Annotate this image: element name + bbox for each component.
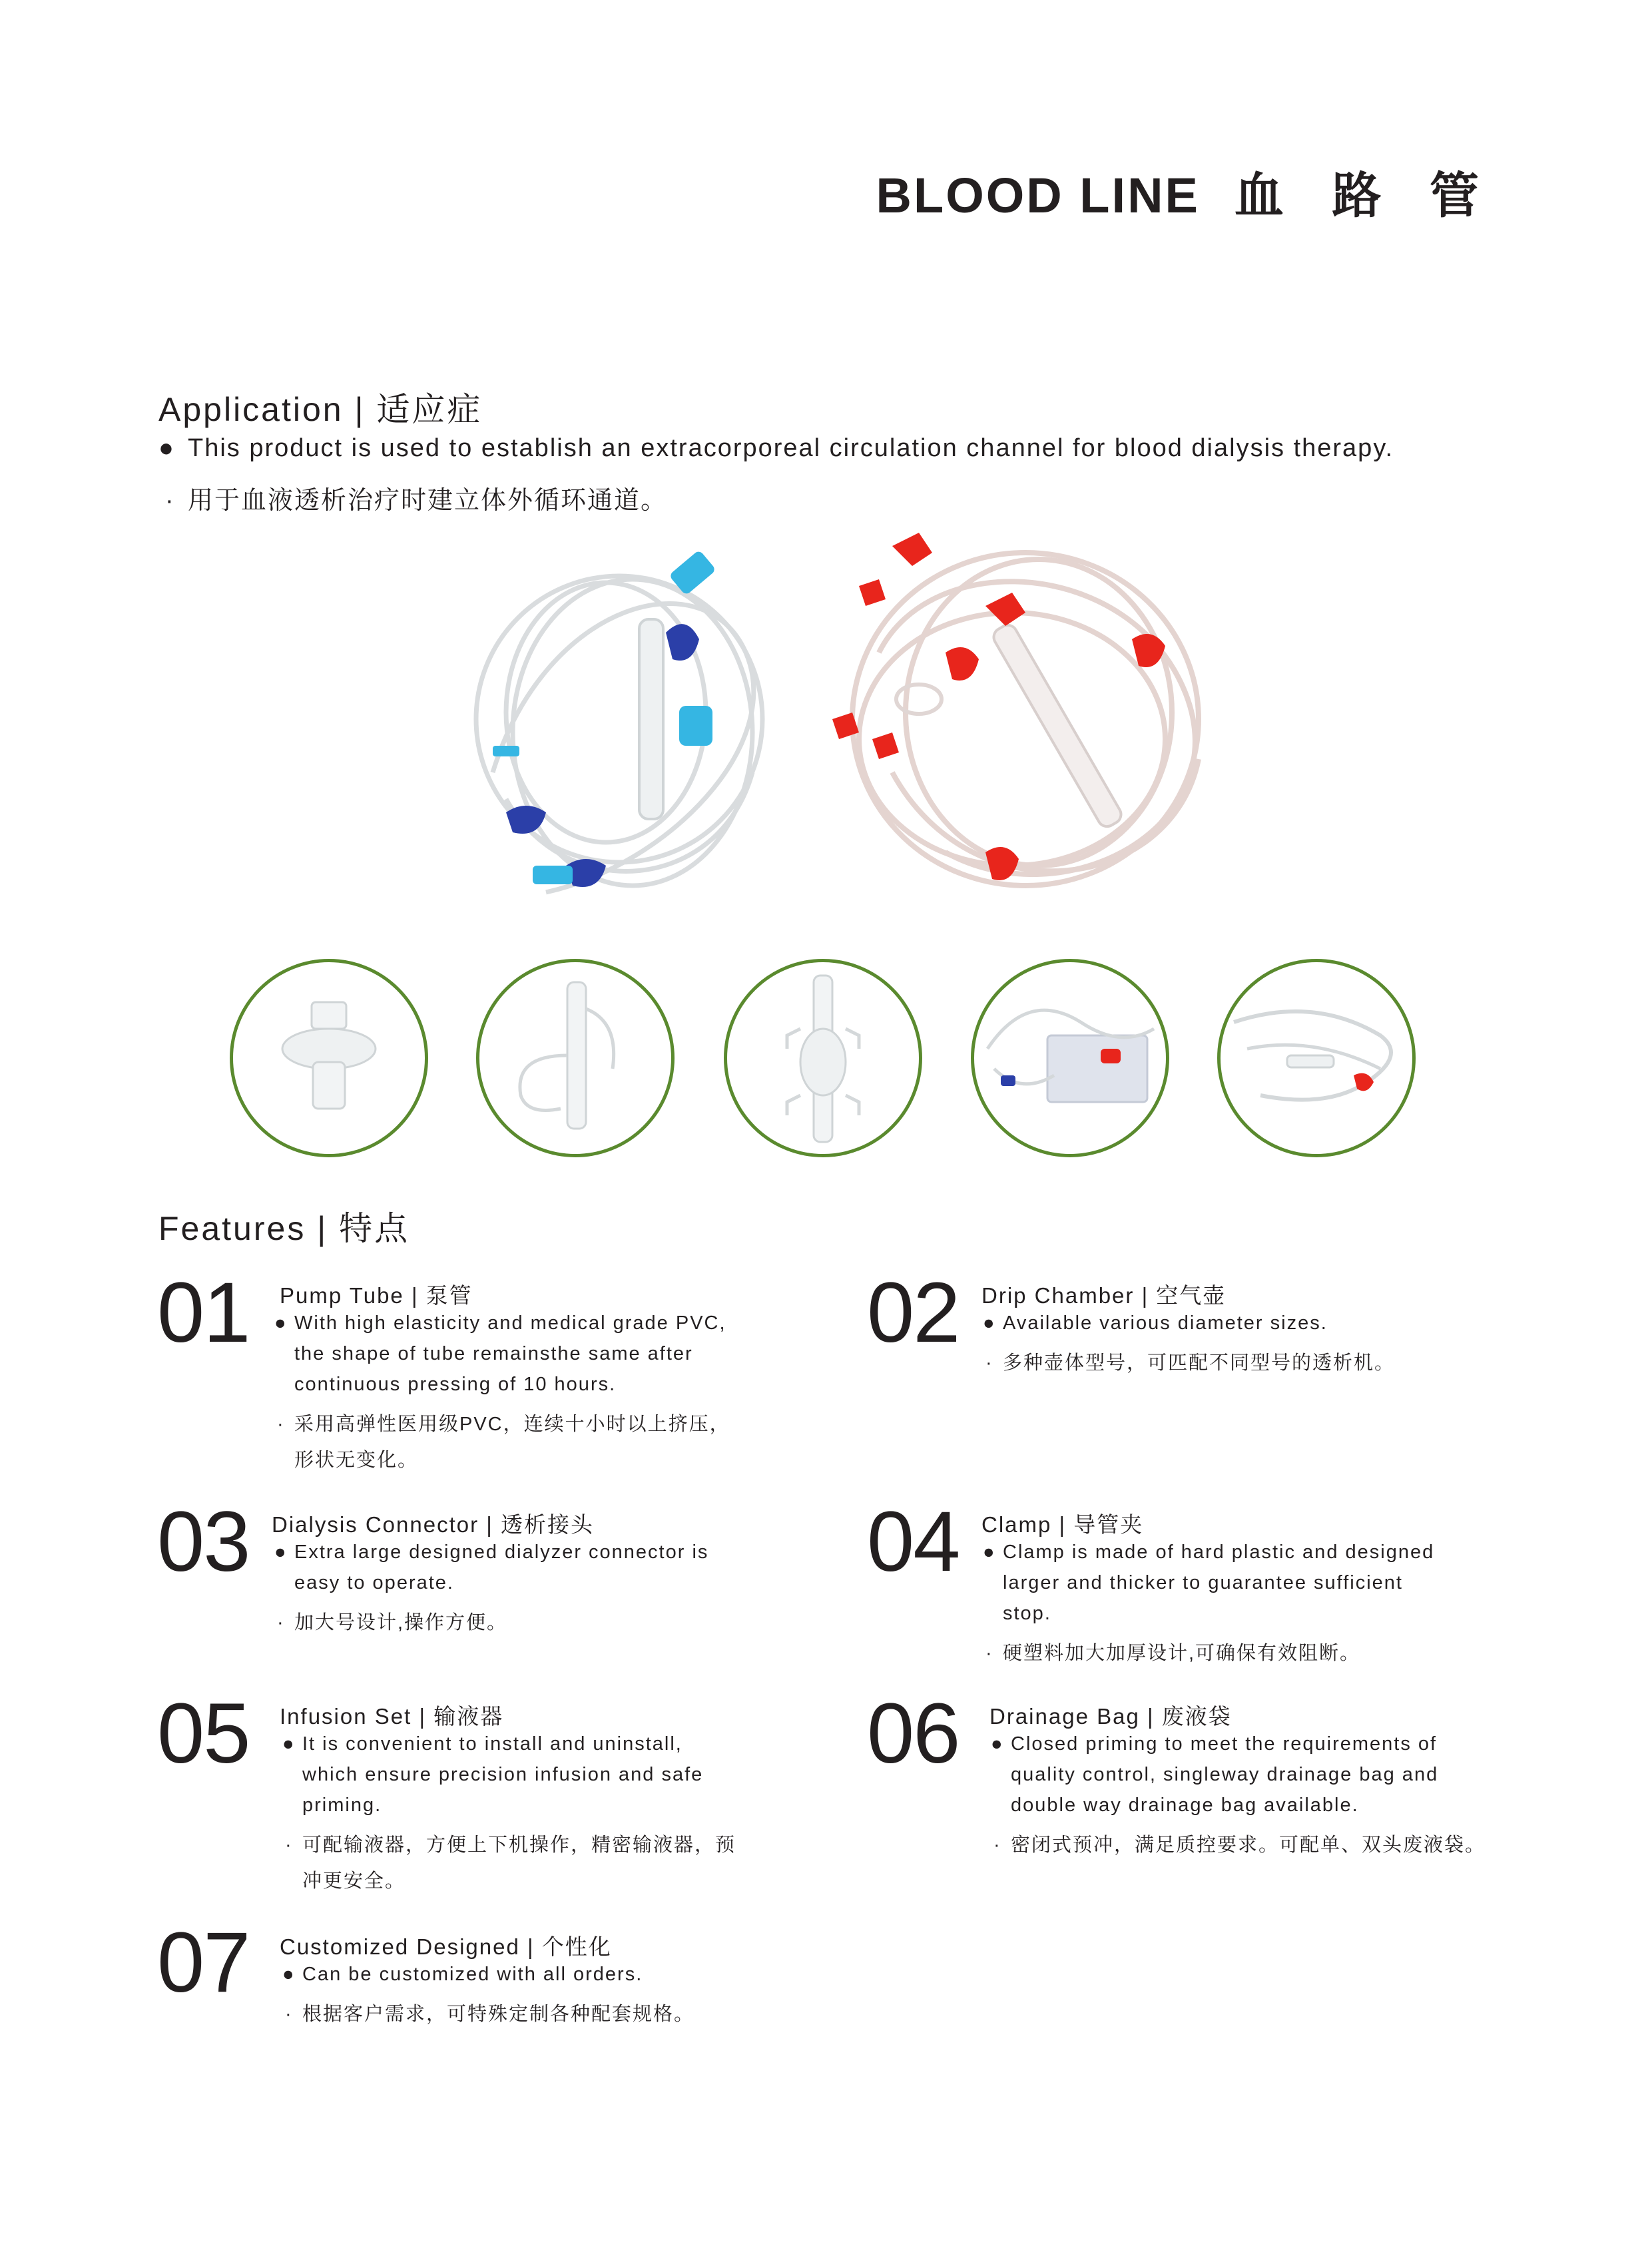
feature-en-line: Clamp is made of hard plastic and designed <box>1003 1541 1435 1563</box>
application-heading: Application | 适应症 <box>158 391 483 428</box>
bullet-icon: ● <box>282 1733 296 1755</box>
feature-en-line: double way drainage bag available. <box>1011 1795 1359 1816</box>
feature-cn-line: 多种壶体型号，可匹配不同型号的透析机。 <box>1003 1352 1396 1374</box>
application-text-en <box>158 434 1394 463</box>
bullet-icon: ● <box>983 1312 996 1334</box>
bullet-icon: ● <box>983 1541 996 1563</box>
feature-title: Drip Chamber | 空气壶 <box>981 1283 1227 1308</box>
feature-en-line: Can be customized with all orders. <box>302 1964 643 1985</box>
feature-number: 01 <box>157 1265 250 1360</box>
mid-dot-icon: · <box>277 1612 285 1633</box>
feature-cn-line: 采用高弹性医用级PVC，连续十小时以上挤压， <box>294 1414 730 1435</box>
feature-en-line: quality control, singleway drainage bag and <box>1011 1764 1439 1785</box>
feature-title: Clamp | 导管夹 <box>981 1512 1144 1537</box>
application-text-cn <box>165 479 667 516</box>
feature-number: 05 <box>157 1686 250 1781</box>
bullet-icon: ● <box>274 1312 288 1334</box>
feature-title: Pump Tube | 泵管 <box>280 1283 473 1308</box>
feature-number: 04 <box>867 1494 960 1589</box>
infusion-set-icon <box>1221 962 1412 1154</box>
application-cn-label: 用于血液透析治疗时建立体外循环通道。 <box>188 487 668 515</box>
circle-drip-chamber <box>476 959 675 1157</box>
circle-drainage-bag-set <box>971 959 1169 1157</box>
mid-dot-icon: · <box>165 487 175 515</box>
feature-body <box>274 1537 709 1641</box>
dialysis-connector-icon <box>727 962 919 1154</box>
feature-number: 03 <box>157 1494 250 1589</box>
application-en-label: This product is used to establish an extracorporeal circulation channel for blood dialysis therapy. <box>188 434 1394 462</box>
feature-number: 06 <box>867 1686 960 1781</box>
feature-en-line: which ensure precision infusion and safe <box>302 1764 704 1785</box>
feature-body <box>983 1537 1435 1671</box>
feature-en-line: continuous pressing of 10 hours. <box>294 1374 617 1395</box>
feature-en-line: It is convenient to install and uninstall, <box>302 1733 683 1755</box>
mid-dot-icon: · <box>285 1834 293 1856</box>
drip-chamber-icon <box>479 962 671 1154</box>
feature-en-line: stop. <box>1003 1603 1051 1624</box>
mid-dot-icon: · <box>277 1414 285 1435</box>
feature-cn-line: 加大号设计,操作方便。 <box>294 1612 508 1633</box>
feature-number: 02 <box>867 1265 960 1360</box>
feature-cn-line: 根据客户需求，可特殊定制各种配套规格。 <box>302 2004 695 2025</box>
bullet-icon: ● <box>158 434 175 462</box>
blood-line-product-photo <box>466 519 1225 932</box>
circle-infusion-set <box>1217 959 1416 1157</box>
bullet-icon: ● <box>991 1733 1004 1755</box>
feature-cn-line: 可配输液器，方便上下机操作，精密输液器，预 <box>302 1834 736 1856</box>
feature-en-line: Extra large designed dialyzer connector is <box>294 1541 709 1563</box>
feature-number: 07 <box>157 1915 250 2010</box>
bullet-icon: ● <box>282 1964 296 1985</box>
transducer-protector-icon <box>233 962 425 1154</box>
title-cn: 血 路 管 <box>1234 168 1496 223</box>
drainage-bag-icon <box>974 962 1166 1154</box>
feature-en-line: With high elasticity and medical grade PVC, <box>294 1312 726 1334</box>
circle-dialysis-connector <box>724 959 922 1157</box>
mid-dot-icon: · <box>985 1352 993 1374</box>
feature-title: Dialysis Connector | 透析接头 <box>272 1512 595 1537</box>
feature-title: Infusion Set | 输液器 <box>280 1704 504 1729</box>
page-title <box>876 156 1496 227</box>
feature-cn-line: 硬塑料加大加厚设计,可确保有效阻断。 <box>1003 1643 1361 1664</box>
feature-title: Customized Designed | 个性化 <box>280 1934 612 1959</box>
feature-en-line: the shape of tube remainsthe same after <box>294 1343 693 1364</box>
feature-body <box>274 1308 730 1478</box>
circle-transducer-protector <box>230 959 428 1157</box>
feature-body <box>991 1729 1486 1863</box>
features-heading: Features | 特点 <box>158 1210 410 1247</box>
feature-cn-line: 密闭式预冲，满足质控要求。可配单、双头废液袋。 <box>1011 1834 1486 1856</box>
feature-title: Drainage Bag | 废液袋 <box>989 1704 1232 1729</box>
feature-en-line: priming. <box>302 1795 382 1816</box>
mid-dot-icon: · <box>285 2004 293 2025</box>
feature-cn-line: 形状无变化。 <box>294 1450 419 1471</box>
title-en: BLOOD LINE <box>876 168 1200 223</box>
bullet-icon: ● <box>274 1541 288 1563</box>
feature-body <box>983 1308 1396 1381</box>
feature-en-line: larger and thicker to guarantee sufficient <box>1003 1572 1403 1593</box>
feature-en-line: easy to operate. <box>294 1572 454 1593</box>
feature-body <box>282 1729 736 1899</box>
mid-dot-icon: · <box>993 1834 1001 1856</box>
feature-body <box>282 1959 695 2032</box>
feature-en-line: Available various diameter sizes. <box>1003 1312 1328 1334</box>
mid-dot-icon: · <box>985 1643 993 1664</box>
feature-cn-line: 冲更安全。 <box>302 1870 406 1892</box>
feature-en-line: Closed priming to meet the requirements of <box>1011 1733 1438 1755</box>
